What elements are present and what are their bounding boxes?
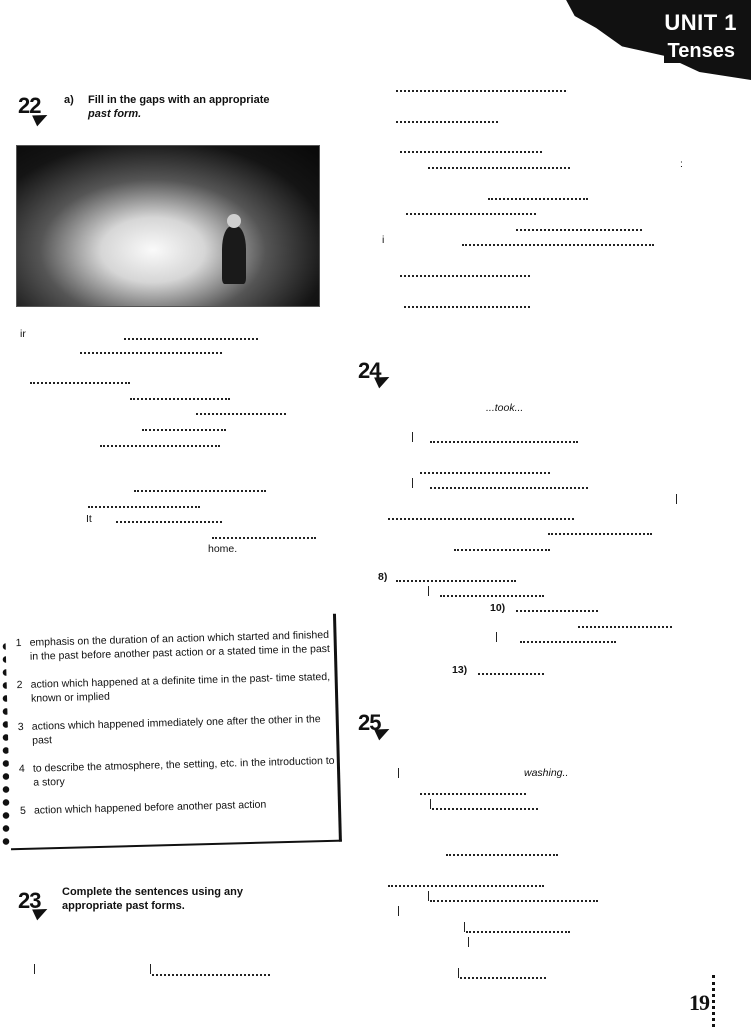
gap-line[interactable]	[30, 382, 130, 384]
exercise-22-instruction-line-2: past form.	[88, 108, 142, 120]
text-mark	[150, 964, 151, 974]
page-number: 19	[689, 990, 709, 1015]
gap-line[interactable]	[388, 518, 574, 520]
text-mark	[412, 432, 413, 442]
gap-line[interactable]	[396, 90, 566, 92]
text-mark	[458, 968, 459, 978]
uses-note-card	[5, 614, 342, 851]
gap-line[interactable]	[430, 441, 578, 443]
text-mark	[428, 891, 429, 901]
text-mark	[676, 494, 677, 504]
unit-label: UNIT 1	[664, 10, 737, 35]
gap-line[interactable]	[488, 198, 588, 200]
gap-line[interactable]	[466, 931, 570, 933]
gap-line[interactable]	[460, 977, 546, 979]
gap-line[interactable]	[428, 167, 570, 169]
gap-line[interactable]	[134, 490, 266, 492]
exercise-25-number: 25	[358, 710, 381, 735]
page-number-dots	[712, 975, 715, 1027]
gap-line[interactable]	[420, 472, 550, 474]
note-item-1: 1 emphasis on the duration of an action which started and finished in the past before another past action or a stated time in the past	[15, 628, 331, 663]
text-mark	[398, 768, 399, 778]
gap-line[interactable]	[212, 537, 316, 539]
text-mark	[428, 586, 429, 596]
text-mark	[34, 964, 35, 974]
gap-line[interactable]	[124, 338, 258, 340]
gap-line[interactable]	[430, 900, 598, 902]
exercise-23-instruction-line-2: appropriate past forms.	[62, 900, 185, 912]
gap-number-10: 10)	[490, 602, 506, 614]
gap-line[interactable]	[100, 445, 220, 447]
exercise-23-number: 23	[18, 888, 41, 913]
gap-line[interactable]	[116, 521, 222, 523]
gap-line[interactable]	[516, 229, 642, 231]
gap-line[interactable]	[430, 487, 588, 489]
exercise-24-example: ...took...	[486, 402, 524, 414]
note-item-2: 2 action which happened at a definite time in the past- time stated, known or implied	[16, 670, 331, 705]
gap-line[interactable]	[578, 626, 672, 628]
gap-line[interactable]	[130, 398, 230, 400]
text-fragment-it: It	[86, 513, 92, 525]
gap-line[interactable]	[400, 275, 530, 277]
gap-line[interactable]	[548, 533, 652, 535]
cave-illustration	[16, 145, 320, 307]
gap-line[interactable]	[462, 244, 654, 246]
gap-line[interactable]	[400, 151, 542, 153]
gap-line[interactable]	[520, 641, 616, 643]
gap-line[interactable]	[478, 673, 544, 675]
exercise-22-part: a)	[64, 94, 74, 106]
note-item-5: 5 action which happened before another past action	[19, 798, 267, 818]
text-mark	[398, 906, 399, 916]
gap-line[interactable]	[420, 793, 526, 795]
person-figure-icon	[222, 226, 246, 284]
gap-number-13: 13)	[452, 664, 468, 676]
gap-line[interactable]	[404, 306, 530, 308]
exercise-23-instruction-line-1: Complete the sentences using any	[62, 886, 243, 898]
gap-line[interactable]	[388, 885, 544, 887]
text-fragment-i: i	[382, 234, 385, 246]
gap-line[interactable]	[152, 974, 270, 976]
gap-line[interactable]	[446, 854, 558, 856]
text-mark	[464, 922, 465, 932]
exercise-22-instruction-line-1: Fill in the gaps with an appropriate	[88, 94, 270, 106]
gap-line[interactable]	[516, 610, 598, 612]
text-mark	[468, 937, 469, 947]
note-item-3: 3 actions which happened immediately one after the other in the past	[17, 713, 321, 747]
text-mark	[430, 799, 431, 809]
text-mark	[496, 632, 497, 642]
gap-line[interactable]	[406, 213, 536, 215]
exercise-24-number: 24	[358, 358, 381, 383]
gap-line[interactable]	[88, 506, 200, 508]
topic-label: Tenses	[664, 40, 739, 63]
gap-line[interactable]	[196, 413, 286, 415]
text-mark	[412, 478, 413, 488]
gap-line[interactable]	[440, 595, 544, 597]
text-fragment-ir: ir	[20, 328, 26, 340]
text-fragment-mark: :	[680, 158, 683, 170]
note-item-4: 4 to describe the atmosphere, the setting, etc. in the introduction to a story	[18, 754, 335, 789]
text-fragment-home: home.	[208, 543, 238, 555]
gap-line[interactable]	[80, 352, 222, 354]
exercise-22-number: 22	[18, 93, 41, 118]
exercise-25-example: washing..	[524, 767, 569, 779]
gap-line[interactable]	[432, 808, 538, 810]
gap-number-8: 8)	[378, 571, 388, 583]
gap-line[interactable]	[396, 121, 498, 123]
gap-line[interactable]	[454, 549, 550, 551]
gap-line[interactable]	[396, 580, 516, 582]
gap-line[interactable]	[142, 429, 226, 431]
